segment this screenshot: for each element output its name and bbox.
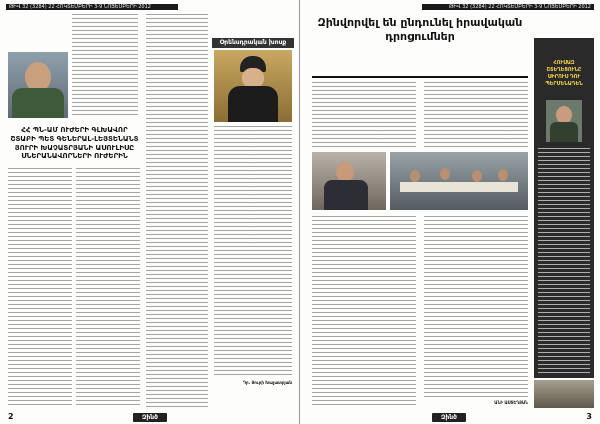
article-headline-right: Զինվորվել են ընդունել իրավական դրոցումներ bbox=[317, 16, 523, 43]
newspaper-logo-left: Զինծ bbox=[133, 413, 167, 422]
headline-divider bbox=[312, 76, 528, 78]
page-header-right: ԹԻՎ 32 (3284) 22 ՀՈԿՏԵՄԲԵՐԻ 3-9 ՆՈՅԵՄԲԵՐԻ 2012 bbox=[422, 4, 594, 10]
article-column-1-right bbox=[312, 216, 416, 406]
author-signature: ԱՆԻ ԱՍՏԵՂՅԱՆ bbox=[494, 400, 528, 405]
article-column-top-2 bbox=[424, 82, 528, 148]
sidebar-box-text bbox=[214, 126, 292, 376]
meeting-photo-1 bbox=[312, 152, 386, 210]
sidebar-bottom-photo bbox=[534, 380, 594, 408]
page-number-left: 2 bbox=[8, 412, 14, 421]
newspaper-logo-right: Զինծ bbox=[432, 413, 466, 422]
article-column-3 bbox=[146, 14, 208, 408]
right-sidebar bbox=[534, 38, 594, 378]
article-column-top-1 bbox=[312, 82, 416, 148]
page-number-right: 3 bbox=[586, 412, 592, 421]
article-column-2 bbox=[76, 168, 140, 408]
meeting-photo-2 bbox=[390, 152, 528, 210]
page-header-left: ԹԻՎ 32 (3284) 22 ՀՈԿՏԵՄԲԵՐԻ 3-9 ՆՈՅԵՄԲԵՐԻ 2012 bbox=[6, 4, 178, 10]
article-column-1 bbox=[8, 168, 72, 408]
sidebar-title: ՀՈՒՍԱԶ ՇՏԵՂԵՑՈՒՆԸ ՍԻՐՈՒՍ ԴՈՒ ՊԵՐՄԵՆԱԴԵՆ bbox=[545, 60, 583, 87]
sidebar-box-title: Օրենսդրական խոսք bbox=[212, 38, 294, 48]
sidebar-text bbox=[538, 148, 590, 374]
article-column-2-right bbox=[424, 216, 528, 398]
photo-caption: Դր. Յուրի Խաչատրյան bbox=[243, 380, 292, 385]
page-right bbox=[300, 0, 600, 424]
officer-portrait bbox=[546, 100, 582, 142]
clergy-photo bbox=[214, 50, 292, 122]
article-headline: ՀՀ ՊՆ-ԱՄ ՈՒԺԵՐԻ ԳԼԽԱՎՈՐ ՇՏԱԲԻ ՊԵՏ ԳԵՆԵՐԱԼ-ԼԵՅՏԵՆԱՆՏ ՅՈՒՐԻ ԽԱՉԱՏՐՅԱՆԻ ԱՍՈՒԼԻՍԸ ՍՆԵՐԱՆԱՎՈՐՆԵՐԻ ՈՒԺԵՐԻՆ bbox=[10, 126, 139, 161]
portrait-photo bbox=[8, 52, 68, 118]
article-column-intro bbox=[72, 14, 138, 118]
